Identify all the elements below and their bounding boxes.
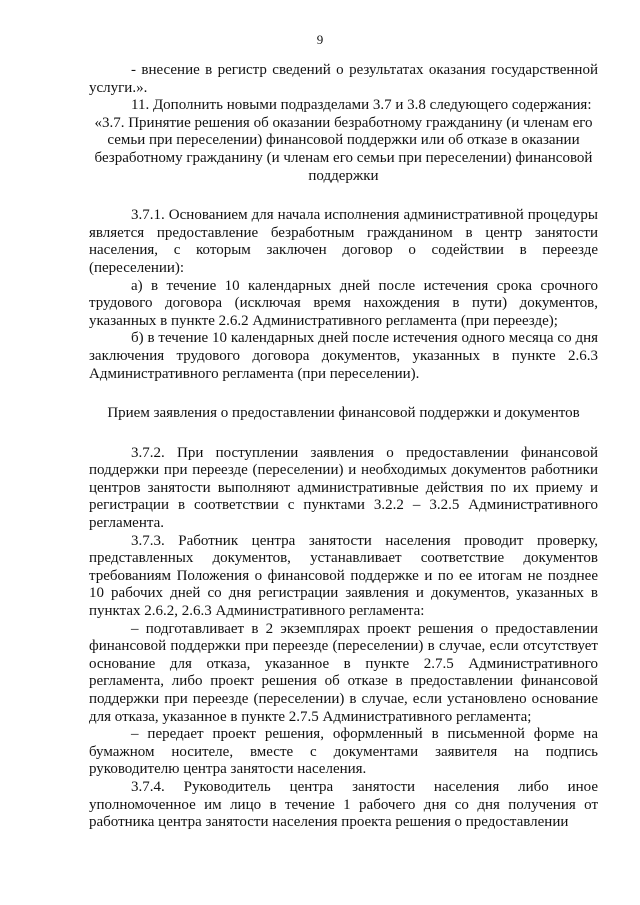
page-number: 9	[316, 32, 324, 47]
paragraph-3-7-1: 3.7.1. Основанием для начала исполнения административной процедуры является предоставление безработным гражданином в центр занятости населения, с которым заключен договор о содействии в переезде (переселении):	[89, 207, 598, 276]
paragraph-registry-entry: - внесение в регистр сведений о результатах оказания государственной услуги.».	[89, 62, 598, 96]
document-body	[89, 62, 598, 832]
paragraph-3-7-2: 3.7.2. При поступлении заявления о предоставлении финансовой поддержки при переезде (переселении) и необходимых документов работники центров занятости выполняют административные действия по их приему и регистрации в соответствии с пунктами 3.2.2 – 3.2.5 Административного регламента.	[89, 444, 598, 532]
paragraph-3-7-1-a: а) в течение 10 календарных дней после истечения срока срочного трудового договора (исключая время нахождения в пути) документов, указанных в пункте 2.6.2 Административного регламента (при переезде);	[89, 277, 598, 329]
paragraph-3-7-3: 3.7.3. Работник центра занятости населения проводит проверку, представленных документов, устанавливает соответствие документов требованиям Положения о финансовой поддержке и по ее итогам не позднее 10 рабочих дней со дня регистрации заявления и документов, указанных в пунктах 2.6.2, 2.6.3 Административного регламента:	[89, 532, 598, 620]
subsection-heading-application: Прием заявления о предоставлении финансовой поддержки и документов	[107, 405, 580, 422]
section-heading-3-7: «3.7. Принятие решения об оказании безработному гражданину (и членам его семьи при переселении) финансовой поддержки или об отказе в оказании безработному гражданину (и членам его семьи при переселении) финансовой поддержки	[94, 114, 593, 184]
paragraph-3-7-4: 3.7.4. Руководитель центра занятости населения либо иное уполномоченное им лицо в течение 1 рабочего дня со дня получения от работника центра занятости населения проекта решения о предоставлении	[89, 778, 598, 831]
paragraph-item-11: 11. Дополнить новыми подразделами 3.7 и 3.8 следующего содержания:	[131, 97, 592, 114]
list-item-prepare-draft: – подготавливает в 2 экземплярах проект решения о предоставлении финансовой поддержки при переезде (переселении) в случае, если отсутствует основание для отказа, указанное в пункте 2.7.5 Административного регламента, либо проект решения об отказе в предоставлении финансовой поддержки при переезде (переселении) в случае, если установлено основание для отказа, указанное в пункте 2.7.5 Административного регламента;	[89, 620, 598, 725]
list-item-submit-draft: – передает проект решения, оформленный в письменной форме на бумажном носителе, вместе с документами заявителя на подпись руководителю центра занятости населения.	[89, 726, 598, 778]
paragraph-3-7-1-b: б) в течение 10 календарных дней после истечения одного месяца со дня заключения трудового договора документов, указанных в пункте 2.6.3 Административного регламента (при переселении).	[89, 330, 598, 382]
